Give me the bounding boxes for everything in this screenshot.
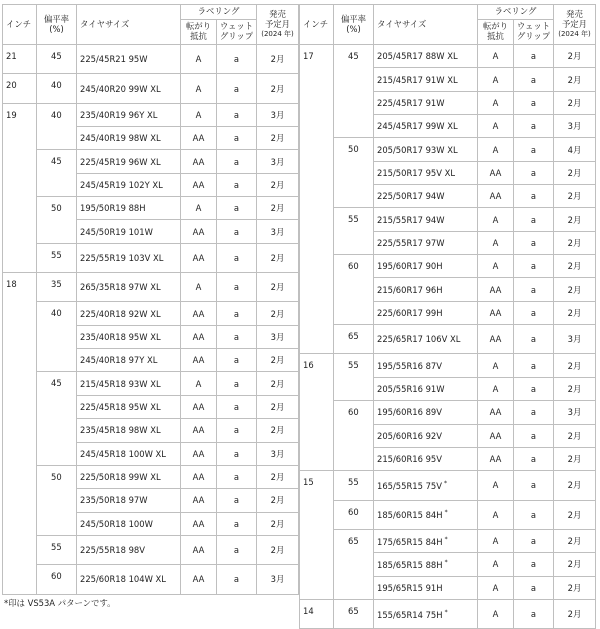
month-cell: 2月 bbox=[257, 465, 299, 488]
rolling-cell: A bbox=[478, 138, 514, 161]
aspect-cell: 65 bbox=[334, 529, 374, 599]
rolling-cell: AA bbox=[181, 349, 217, 372]
size-cell: 245/45R19 102Y XL bbox=[77, 173, 181, 196]
month-cell: 3月 bbox=[554, 401, 596, 424]
wet-cell: a bbox=[217, 45, 257, 74]
header-release-month: 発売 予定月 (2024 年) bbox=[554, 5, 596, 45]
size-cell: 245/40R18 97Y XL bbox=[77, 349, 181, 372]
wet-cell: a bbox=[514, 115, 554, 138]
table-row bbox=[3, 197, 299, 220]
wet-cell: a bbox=[217, 243, 257, 272]
rolling-cell: A bbox=[478, 354, 514, 377]
wet-cell: a bbox=[514, 576, 554, 599]
table-row bbox=[300, 401, 596, 424]
wet-cell: a bbox=[217, 565, 257, 594]
table-row bbox=[3, 535, 299, 564]
month-cell: 2月 bbox=[554, 185, 596, 208]
table-row bbox=[300, 255, 596, 278]
size-cell: 225/45R19 96W XL bbox=[77, 150, 181, 173]
wet-cell: a bbox=[514, 161, 554, 184]
table-row bbox=[3, 45, 299, 74]
rolling-cell: AA bbox=[181, 395, 217, 418]
size-cell: 245/50R19 101W bbox=[77, 220, 181, 243]
month-cell: 2月 bbox=[554, 45, 596, 68]
aspect-cell: 55 bbox=[334, 208, 374, 255]
table-row bbox=[3, 565, 299, 594]
inch-cell: 17 bbox=[300, 45, 334, 354]
rolling-cell: AA bbox=[181, 173, 217, 196]
wet-cell: a bbox=[514, 599, 554, 628]
size-cell: 215/55R17 94W bbox=[374, 208, 478, 231]
wet-cell: a bbox=[217, 220, 257, 243]
aspect-cell: 55 bbox=[37, 535, 77, 564]
month-cell: 2月 bbox=[257, 395, 299, 418]
aspect-cell: 45 bbox=[37, 45, 77, 74]
wet-cell: a bbox=[217, 395, 257, 418]
inch-cell: 20 bbox=[3, 74, 37, 103]
wet-cell: a bbox=[514, 278, 554, 301]
month-cell: 2月 bbox=[554, 68, 596, 91]
wet-cell: a bbox=[217, 74, 257, 103]
rolling-cell: AA bbox=[478, 161, 514, 184]
rolling-cell: A bbox=[181, 273, 217, 302]
header-tire-size: タイヤサイズ bbox=[77, 5, 181, 45]
inch-cell: 16 bbox=[300, 354, 334, 471]
rolling-cell: A bbox=[478, 45, 514, 68]
rolling-cell: AA bbox=[181, 489, 217, 512]
wet-cell: a bbox=[514, 185, 554, 208]
size-cell: 195/55R16 87V bbox=[374, 354, 478, 377]
size-cell: 215/60R16 95V bbox=[374, 447, 478, 470]
wet-cell: a bbox=[217, 103, 257, 126]
header-aspect-ratio: 偏平率 (%) bbox=[37, 5, 77, 45]
month-cell: 2月 bbox=[257, 512, 299, 535]
month-cell: 2月 bbox=[257, 489, 299, 512]
rolling-cell: AA bbox=[181, 565, 217, 594]
rolling-cell: A bbox=[181, 197, 217, 220]
header-labeling: ラベリング bbox=[478, 5, 554, 20]
aspect-cell: 60 bbox=[334, 500, 374, 529]
aspect-cell: 55 bbox=[334, 471, 374, 500]
aspect-cell: 40 bbox=[37, 103, 77, 150]
wet-cell: a bbox=[217, 349, 257, 372]
rolling-cell: A bbox=[478, 377, 514, 400]
rolling-cell: AA bbox=[181, 512, 217, 535]
table-header-row bbox=[300, 5, 596, 20]
table-row bbox=[3, 243, 299, 272]
wet-cell: a bbox=[514, 529, 554, 552]
month-cell: 2月 bbox=[554, 529, 596, 552]
month-cell: 3月 bbox=[257, 565, 299, 594]
aspect-cell: 40 bbox=[37, 74, 77, 103]
wet-cell: a bbox=[514, 325, 554, 354]
rolling-cell: AA bbox=[181, 150, 217, 173]
table-header-row bbox=[3, 5, 299, 20]
header-aspect-ratio: 偏平率 (%) bbox=[334, 5, 374, 45]
size-cell: 245/40R20 99W XL bbox=[77, 74, 181, 103]
month-cell: 2月 bbox=[554, 500, 596, 529]
size-cell: 225/55R18 98V bbox=[77, 535, 181, 564]
size-cell: 225/60R17 99H bbox=[374, 301, 478, 324]
month-cell: 2月 bbox=[257, 243, 299, 272]
month-cell: 2月 bbox=[554, 278, 596, 301]
rolling-cell: AA bbox=[478, 401, 514, 424]
wet-cell: a bbox=[514, 447, 554, 470]
wet-cell: a bbox=[217, 419, 257, 442]
rolling-cell: AA bbox=[478, 447, 514, 470]
wet-cell: a bbox=[514, 301, 554, 324]
rolling-cell: AA bbox=[181, 302, 217, 325]
table-row bbox=[3, 103, 299, 126]
rolling-cell: AA bbox=[181, 465, 217, 488]
month-cell: 3月 bbox=[257, 103, 299, 126]
table-row bbox=[3, 273, 299, 302]
size-cell: 235/40R18 95W XL bbox=[77, 325, 181, 348]
aspect-cell: 45 bbox=[37, 372, 77, 465]
month-cell: 2月 bbox=[257, 535, 299, 564]
month-cell: 2月 bbox=[554, 576, 596, 599]
inch-cell: 19 bbox=[3, 103, 37, 272]
rolling-cell: A bbox=[181, 372, 217, 395]
rolling-cell: A bbox=[181, 45, 217, 74]
inch-cell: 21 bbox=[3, 45, 37, 74]
size-cell: 225/45R21 95W bbox=[77, 45, 181, 74]
size-cell: 215/45R18 93W XL bbox=[77, 372, 181, 395]
table-row bbox=[300, 45, 596, 68]
wet-cell: a bbox=[217, 197, 257, 220]
table-row bbox=[300, 354, 596, 377]
size-cell: 225/65R17 106V XL bbox=[374, 325, 478, 354]
pattern-mark: * bbox=[444, 479, 447, 487]
table-row bbox=[300, 529, 596, 552]
rolling-cell: AA bbox=[478, 424, 514, 447]
size-cell: 225/55R17 97W bbox=[374, 231, 478, 254]
wet-cell: a bbox=[217, 512, 257, 535]
aspect-cell: 65 bbox=[334, 325, 374, 354]
table-row bbox=[300, 325, 596, 354]
wet-cell: a bbox=[217, 489, 257, 512]
aspect-cell: 45 bbox=[37, 150, 77, 197]
header-wet-grip: ウェット グリップ bbox=[514, 20, 554, 45]
header-release-month: 発売 予定月 (2024 年) bbox=[257, 5, 299, 45]
size-cell: 265/35R18 97W XL bbox=[77, 273, 181, 302]
pattern-mark: * bbox=[444, 509, 448, 517]
table-row bbox=[3, 372, 299, 395]
rolling-cell: A bbox=[478, 115, 514, 138]
inch-cell: 15 bbox=[300, 471, 334, 600]
wet-cell: a bbox=[514, 231, 554, 254]
rolling-cell: A bbox=[478, 529, 514, 552]
month-cell: 2月 bbox=[554, 354, 596, 377]
size-cell: 205/50R17 93W XL bbox=[374, 138, 478, 161]
month-cell: 2月 bbox=[554, 208, 596, 231]
wet-cell: a bbox=[217, 442, 257, 465]
month-cell: 2月 bbox=[554, 599, 596, 628]
wet-cell: a bbox=[514, 354, 554, 377]
header-rolling-resistance: 転がり 抵抗 bbox=[181, 20, 217, 45]
month-cell: 2月 bbox=[554, 161, 596, 184]
month-cell: 2月 bbox=[257, 302, 299, 325]
rolling-cell: A bbox=[478, 255, 514, 278]
wet-cell: a bbox=[217, 273, 257, 302]
size-cell: 225/50R17 94W bbox=[374, 185, 478, 208]
rolling-cell: A bbox=[478, 471, 514, 500]
header-labeling: ラベリング bbox=[181, 5, 257, 20]
month-cell: 2月 bbox=[554, 91, 596, 114]
tire-size-table-left bbox=[2, 4, 299, 595]
rolling-cell: A bbox=[478, 576, 514, 599]
rolling-cell: AA bbox=[181, 127, 217, 150]
size-cell: 225/40R18 92W XL bbox=[77, 302, 181, 325]
size-cell: 195/60R16 89V bbox=[374, 401, 478, 424]
rolling-cell: AA bbox=[478, 301, 514, 324]
wet-cell: a bbox=[514, 255, 554, 278]
size-cell: 235/40R19 96Y XL bbox=[77, 103, 181, 126]
wet-cell: a bbox=[514, 91, 554, 114]
size-cell: 225/50R18 99W XL bbox=[77, 465, 181, 488]
month-cell: 2月 bbox=[257, 273, 299, 302]
pattern-mark: * bbox=[444, 535, 448, 543]
wet-cell: a bbox=[217, 150, 257, 173]
month-cell: 3月 bbox=[257, 442, 299, 465]
wet-cell: a bbox=[217, 372, 257, 395]
size-cell: 185/65R15 88H * bbox=[374, 553, 478, 576]
month-cell: 3月 bbox=[554, 325, 596, 354]
size-cell: 205/45R17 88W XL bbox=[374, 45, 478, 68]
month-cell: 2月 bbox=[554, 231, 596, 254]
size-cell: 245/40R19 98W XL bbox=[77, 127, 181, 150]
table-row bbox=[300, 500, 596, 529]
aspect-cell: 60 bbox=[334, 255, 374, 325]
aspect-cell: 40 bbox=[37, 302, 77, 372]
month-cell: 2月 bbox=[257, 127, 299, 150]
month-cell: 3月 bbox=[257, 220, 299, 243]
rolling-cell: A bbox=[478, 91, 514, 114]
size-cell: 225/60R18 104W XL bbox=[77, 565, 181, 594]
rolling-cell: A bbox=[478, 553, 514, 576]
aspect-cell: 50 bbox=[37, 465, 77, 535]
wet-cell: a bbox=[514, 68, 554, 91]
month-cell: 2月 bbox=[257, 419, 299, 442]
month-cell: 3月 bbox=[257, 150, 299, 173]
month-cell: 2月 bbox=[554, 377, 596, 400]
rolling-cell: A bbox=[181, 103, 217, 126]
aspect-cell: 55 bbox=[334, 354, 374, 401]
wet-cell: a bbox=[514, 424, 554, 447]
size-cell: 245/45R18 100W XL bbox=[77, 442, 181, 465]
wet-cell: a bbox=[514, 45, 554, 68]
month-cell: 2月 bbox=[554, 447, 596, 470]
wet-cell: a bbox=[514, 377, 554, 400]
month-cell: 2月 bbox=[554, 424, 596, 447]
wet-cell: a bbox=[217, 325, 257, 348]
table-row bbox=[3, 465, 299, 488]
wet-cell: a bbox=[514, 138, 554, 161]
header-rolling-resistance: 転がり 抵抗 bbox=[478, 20, 514, 45]
rolling-cell: A bbox=[478, 500, 514, 529]
size-cell: 185/60R15 84H * bbox=[374, 500, 478, 529]
wet-cell: a bbox=[514, 500, 554, 529]
header-inch: インチ bbox=[300, 5, 334, 45]
inch-cell: 18 bbox=[3, 273, 37, 594]
wet-cell: a bbox=[217, 302, 257, 325]
wet-cell: a bbox=[217, 535, 257, 564]
month-cell: 3月 bbox=[554, 115, 596, 138]
pattern-mark: * bbox=[444, 608, 448, 616]
size-cell: 215/45R17 91W XL bbox=[374, 68, 478, 91]
size-cell: 195/65R15 91H bbox=[374, 576, 478, 599]
rolling-cell: AA bbox=[181, 243, 217, 272]
table-row bbox=[300, 471, 596, 500]
month-cell: 2月 bbox=[257, 372, 299, 395]
aspect-cell: 60 bbox=[334, 401, 374, 471]
pattern-mark: * bbox=[444, 558, 448, 566]
month-cell: 2月 bbox=[257, 349, 299, 372]
size-cell: 195/50R19 88H bbox=[77, 197, 181, 220]
month-cell: 2月 bbox=[257, 45, 299, 74]
aspect-cell: 50 bbox=[334, 138, 374, 208]
header-wet-grip: ウェット グリップ bbox=[217, 20, 257, 45]
size-cell: 225/45R17 91W bbox=[374, 91, 478, 114]
size-cell: 245/50R18 100W bbox=[77, 512, 181, 535]
aspect-cell: 65 bbox=[334, 599, 374, 628]
wet-cell: a bbox=[514, 208, 554, 231]
wet-cell: a bbox=[514, 471, 554, 500]
inch-cell: 14 bbox=[300, 599, 334, 628]
table-row bbox=[3, 302, 299, 325]
rolling-cell: A bbox=[181, 74, 217, 103]
aspect-cell: 50 bbox=[37, 197, 77, 244]
footnote: *印は VS53A パターンです。 bbox=[4, 598, 116, 608]
rolling-cell: AA bbox=[181, 325, 217, 348]
table-row bbox=[3, 150, 299, 173]
wet-cell: a bbox=[514, 401, 554, 424]
size-cell: 225/55R19 103V XL bbox=[77, 243, 181, 272]
rolling-cell: AA bbox=[181, 442, 217, 465]
rolling-cell: AA bbox=[181, 535, 217, 564]
month-cell: 2月 bbox=[554, 471, 596, 500]
header-inch: インチ bbox=[3, 5, 37, 45]
wet-cell: a bbox=[217, 173, 257, 196]
size-cell: 195/60R17 90H bbox=[374, 255, 478, 278]
rolling-cell: A bbox=[478, 68, 514, 91]
rolling-cell: A bbox=[478, 231, 514, 254]
size-cell: 205/55R16 91W bbox=[374, 377, 478, 400]
size-cell: 205/60R16 92V bbox=[374, 424, 478, 447]
table-row bbox=[300, 599, 596, 628]
rolling-cell: AA bbox=[181, 220, 217, 243]
tire-size-table-right bbox=[299, 4, 596, 629]
rolling-cell: AA bbox=[478, 278, 514, 301]
size-cell: 175/65R15 84H * bbox=[374, 529, 478, 552]
aspect-cell: 45 bbox=[334, 45, 374, 138]
table-row bbox=[300, 138, 596, 161]
rolling-cell: AA bbox=[181, 419, 217, 442]
month-cell: 4月 bbox=[554, 138, 596, 161]
size-cell: 245/45R17 99W XL bbox=[374, 115, 478, 138]
month-cell: 2月 bbox=[257, 74, 299, 103]
month-cell: 2月 bbox=[554, 301, 596, 324]
month-cell: 2月 bbox=[554, 553, 596, 576]
size-cell: 215/50R17 95V XL bbox=[374, 161, 478, 184]
month-cell: 2月 bbox=[257, 173, 299, 196]
wet-cell: a bbox=[217, 465, 257, 488]
size-cell: 155/65R14 75H * bbox=[374, 599, 478, 628]
rolling-cell: AA bbox=[478, 325, 514, 354]
rolling-cell: AA bbox=[478, 185, 514, 208]
aspect-cell: 60 bbox=[37, 565, 77, 594]
size-cell: 225/45R18 95W XL bbox=[77, 395, 181, 418]
table-row bbox=[300, 208, 596, 231]
table-row bbox=[3, 74, 299, 103]
month-cell: 3月 bbox=[257, 325, 299, 348]
wet-cell: a bbox=[217, 127, 257, 150]
month-cell: 2月 bbox=[257, 197, 299, 220]
wet-cell: a bbox=[514, 553, 554, 576]
rolling-cell: A bbox=[478, 599, 514, 628]
month-cell: 2月 bbox=[554, 255, 596, 278]
aspect-cell: 55 bbox=[37, 243, 77, 272]
size-cell: 235/45R18 98W XL bbox=[77, 419, 181, 442]
rolling-cell: A bbox=[478, 208, 514, 231]
size-cell: 165/55R15 75V * bbox=[374, 471, 478, 500]
header-tire-size: タイヤサイズ bbox=[374, 5, 478, 45]
size-cell: 215/60R17 96H bbox=[374, 278, 478, 301]
size-cell: 235/50R18 97W bbox=[77, 489, 181, 512]
aspect-cell: 35 bbox=[37, 273, 77, 302]
